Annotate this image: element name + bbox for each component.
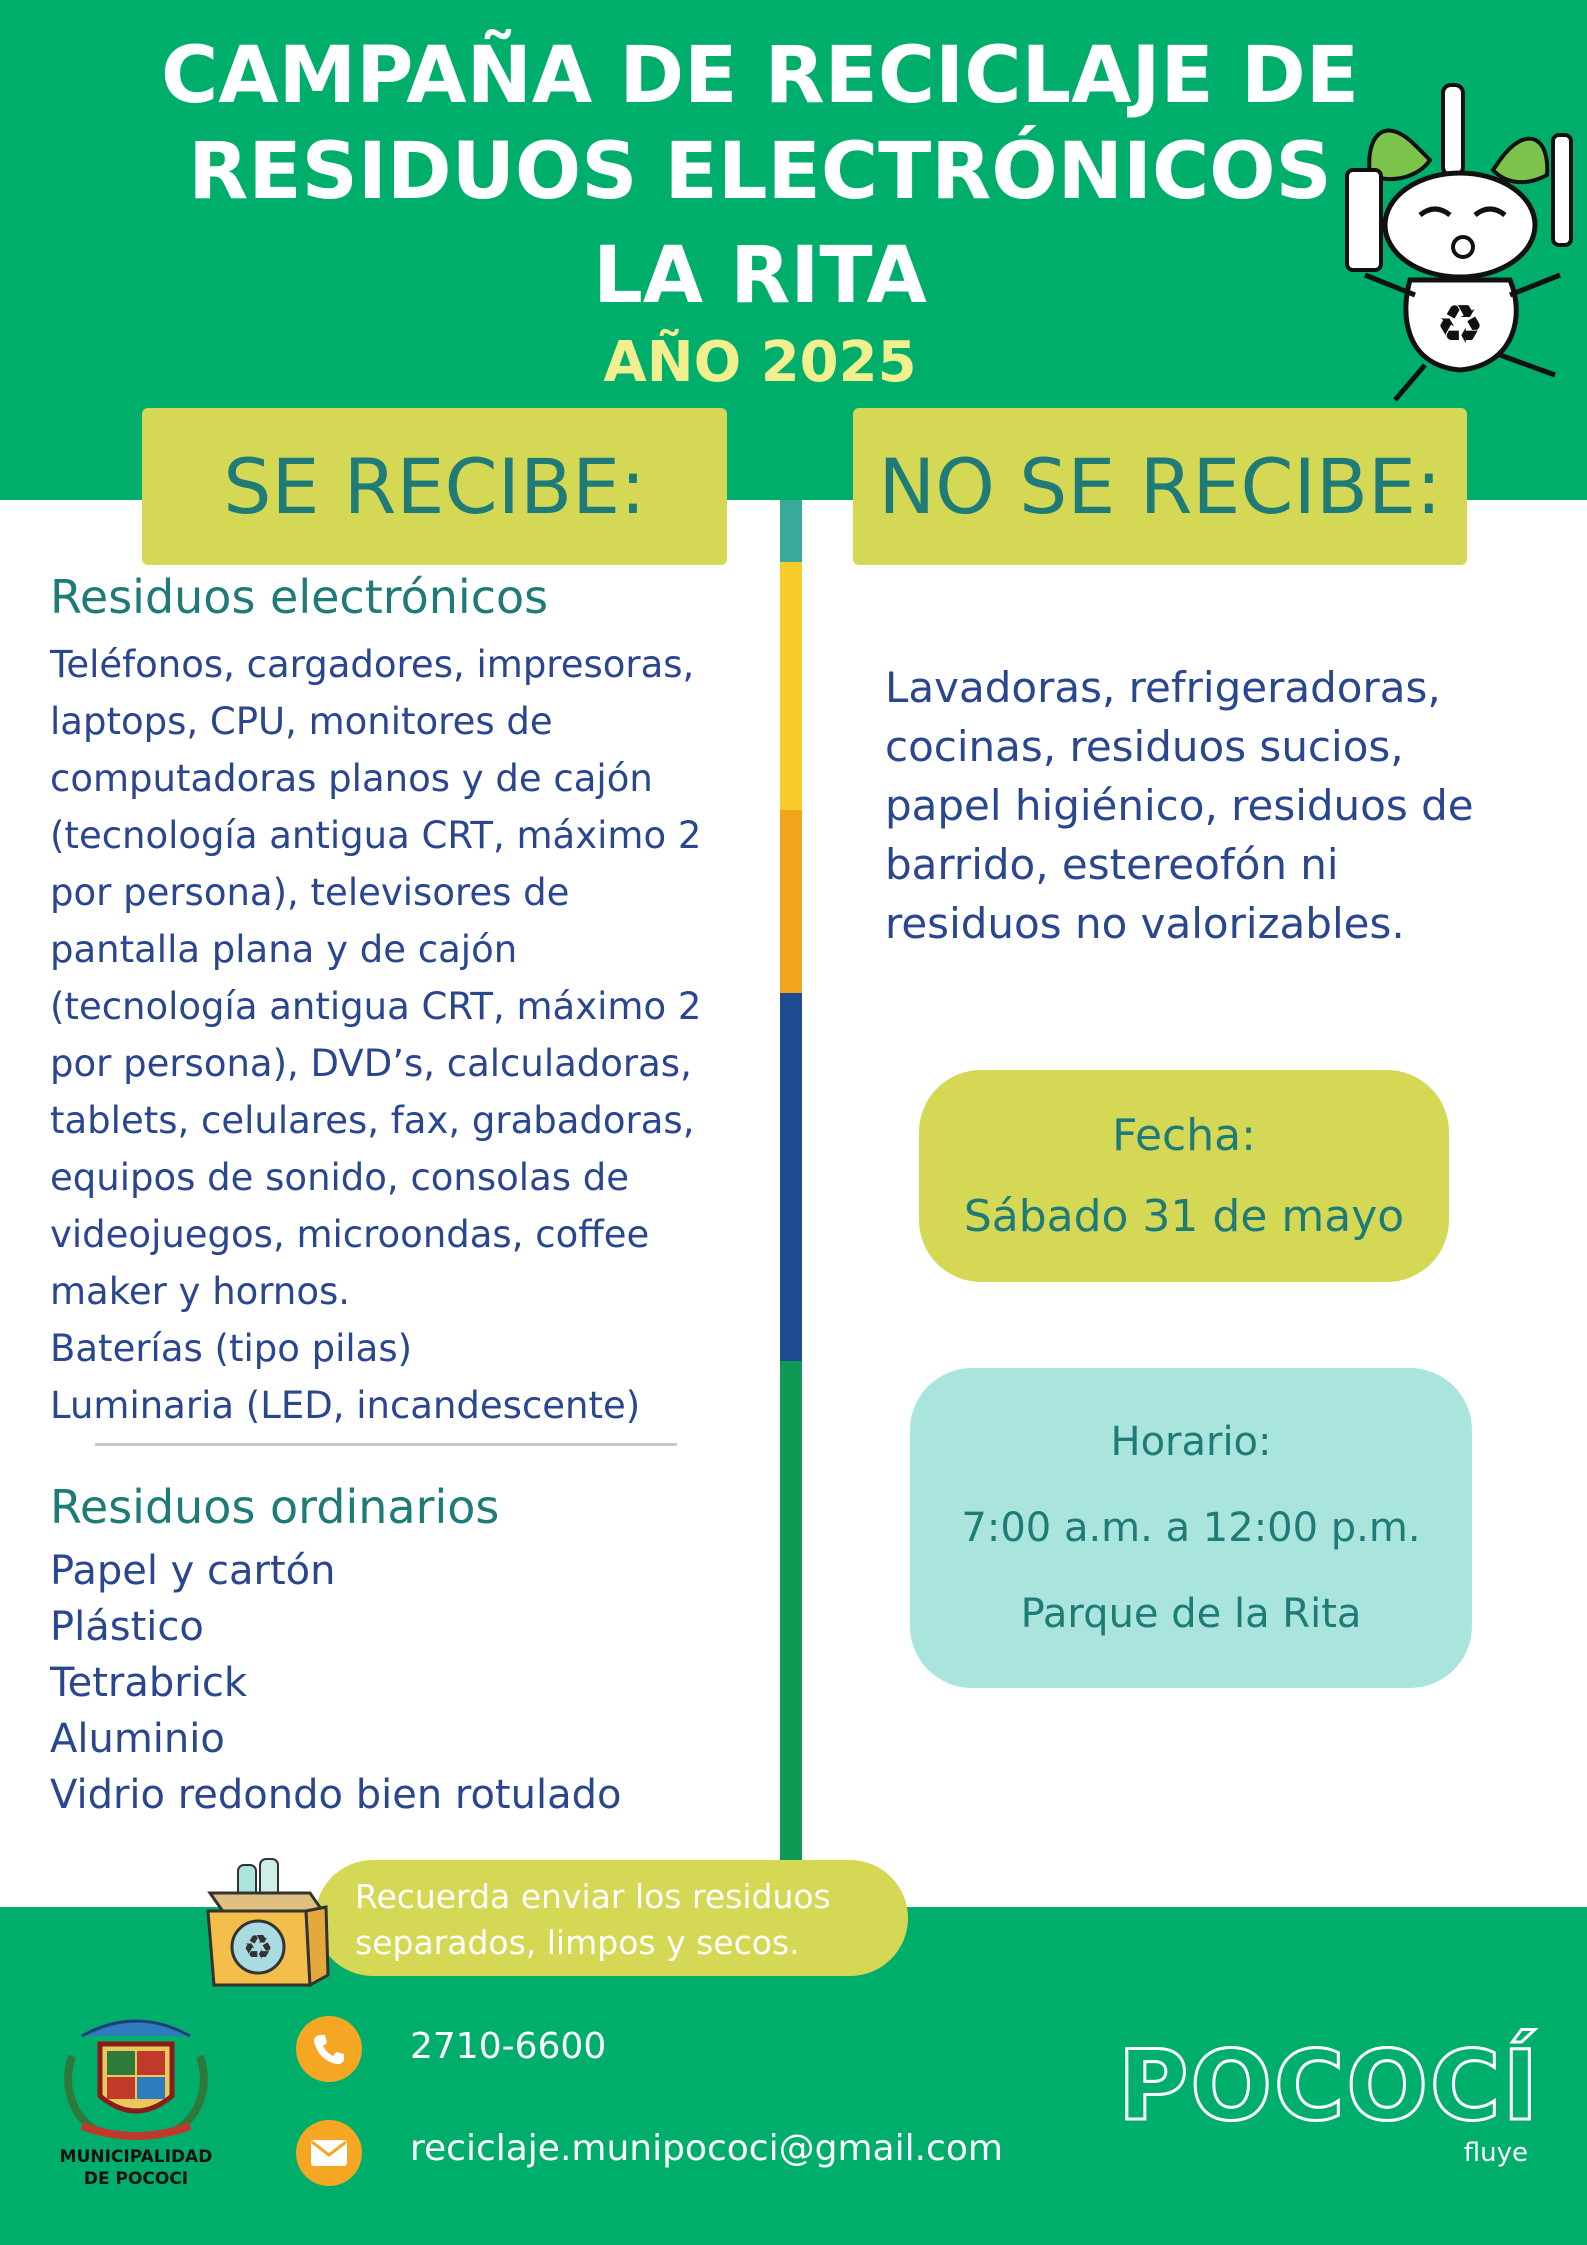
email-icon — [296, 2120, 362, 2186]
reminder-bubble — [315, 1860, 908, 1976]
year-label: AÑO 2025 — [603, 330, 917, 395]
ordinary-item: Papel y cartón — [50, 1548, 336, 1594]
municipality-seal — [52, 1996, 220, 2196]
phone-number[interactable]: 2710-6600 — [410, 2026, 607, 2067]
recycling-mascot-illustration — [1325, 75, 1587, 410]
ordinary-waste-heading: Residuos ordinarios — [50, 1480, 500, 1534]
schedule-place: Parque de la Rita — [1020, 1591, 1362, 1637]
electronic-waste-heading: Residuos electrónicos — [50, 570, 549, 624]
electronic-line: por persona), televisores de — [50, 871, 570, 914]
electronic-line: (tecnología antigua CRT, máximo 2 — [50, 814, 702, 857]
email-address[interactable]: reciclaje.munipococi@gmail.com — [410, 2128, 1003, 2169]
ordinary-item: Aluminio — [50, 1716, 225, 1762]
divider-segment-orange — [780, 810, 802, 993]
brand-tagline: fluye — [1463, 2138, 1528, 2168]
electronic-line: tablets, celulares, fax, grabadoras, — [50, 1099, 695, 1142]
electronic-line: equipos de sonido, consolas de — [50, 1156, 630, 1199]
electronic-line: (tecnología antigua CRT, máximo 2 — [50, 985, 702, 1028]
electronic-line: Luminaria (LED, incandescente) — [50, 1384, 641, 1427]
phone-icon — [296, 2016, 362, 2082]
ordinary-item: Plástico — [50, 1604, 204, 1650]
electronic-line: por persona), DVD’s, calculadoras, — [50, 1042, 692, 1085]
title-line-1: CAMPAÑA DE RECICLAJE DE — [161, 31, 1359, 121]
pococi-brand-logo — [1118, 2020, 1541, 2170]
receive-label: SE RECIBE: — [142, 408, 727, 565]
section-separator — [95, 1443, 677, 1446]
electronic-line: pantalla plana y de cajón — [50, 928, 518, 971]
ordinary-item: Tetrabrick — [50, 1660, 247, 1706]
electronic-line: computadoras planos y de cajón — [50, 757, 653, 800]
recycling-box-icon — [198, 1855, 338, 1995]
municipality-name-line-2: DE POCOCI — [83, 2169, 189, 2189]
not-received-line: barrido, estereofón ni — [885, 840, 1339, 889]
divider-segment-green — [780, 1361, 802, 1907]
divider-segment-blue — [780, 993, 802, 1361]
svg-text:♻: ♻ — [1435, 293, 1485, 356]
ordinary-item: Vidrio redondo bien rotulado — [50, 1772, 622, 1818]
not-received-line: papel higiénico, residuos de — [885, 781, 1474, 830]
brand-name: POCOCÍ — [1118, 2030, 1541, 2142]
electronic-line: Teléfonos, cargadores, impresoras, — [50, 643, 695, 686]
divider-segment-teal — [780, 500, 802, 562]
schedule-card — [910, 1368, 1472, 1688]
electronic-line: videojuegos, microondas, coffee — [50, 1213, 650, 1256]
reminder-line-1: Recuerda enviar los residuos — [355, 1877, 831, 1916]
date-value: Sábado 31 de mayo — [963, 1191, 1405, 1242]
title-line-3: LA RITA — [593, 231, 927, 321]
not-receive-label: NO SE RECIBE: — [853, 408, 1467, 565]
divider-segment-yellow — [780, 562, 802, 810]
electronic-line: maker y hornos. — [50, 1270, 350, 1313]
not-received-line: residuos no valorizables. — [885, 899, 1405, 948]
schedule-label: Horario: — [1110, 1419, 1272, 1465]
schedule-time: 7:00 a.m. a 12:00 p.m. — [961, 1505, 1421, 1551]
not-received-line: cocinas, residuos sucios, — [885, 722, 1404, 771]
date-card — [919, 1070, 1449, 1282]
electronic-waste-list — [50, 636, 770, 1434]
ordinary-waste-list — [50, 1543, 770, 1823]
municipality-name-line-1: MUNICIPALIDAD — [59, 2147, 213, 2167]
title-line-2: RESIDUOS ELECTRÓNICOS — [188, 127, 1332, 217]
not-received-list — [885, 658, 1565, 953]
electronic-line: laptops, CPU, monitores de — [50, 700, 553, 743]
electronic-line: Baterías (tipo pilas) — [50, 1327, 413, 1370]
svg-text:♻: ♻ — [242, 1928, 274, 1968]
reminder-line-2: separados, limpos y secos. — [355, 1923, 800, 1962]
date-label: Fecha: — [1112, 1110, 1256, 1161]
not-received-line: Lavadoras, refrigeradoras, — [885, 663, 1441, 712]
